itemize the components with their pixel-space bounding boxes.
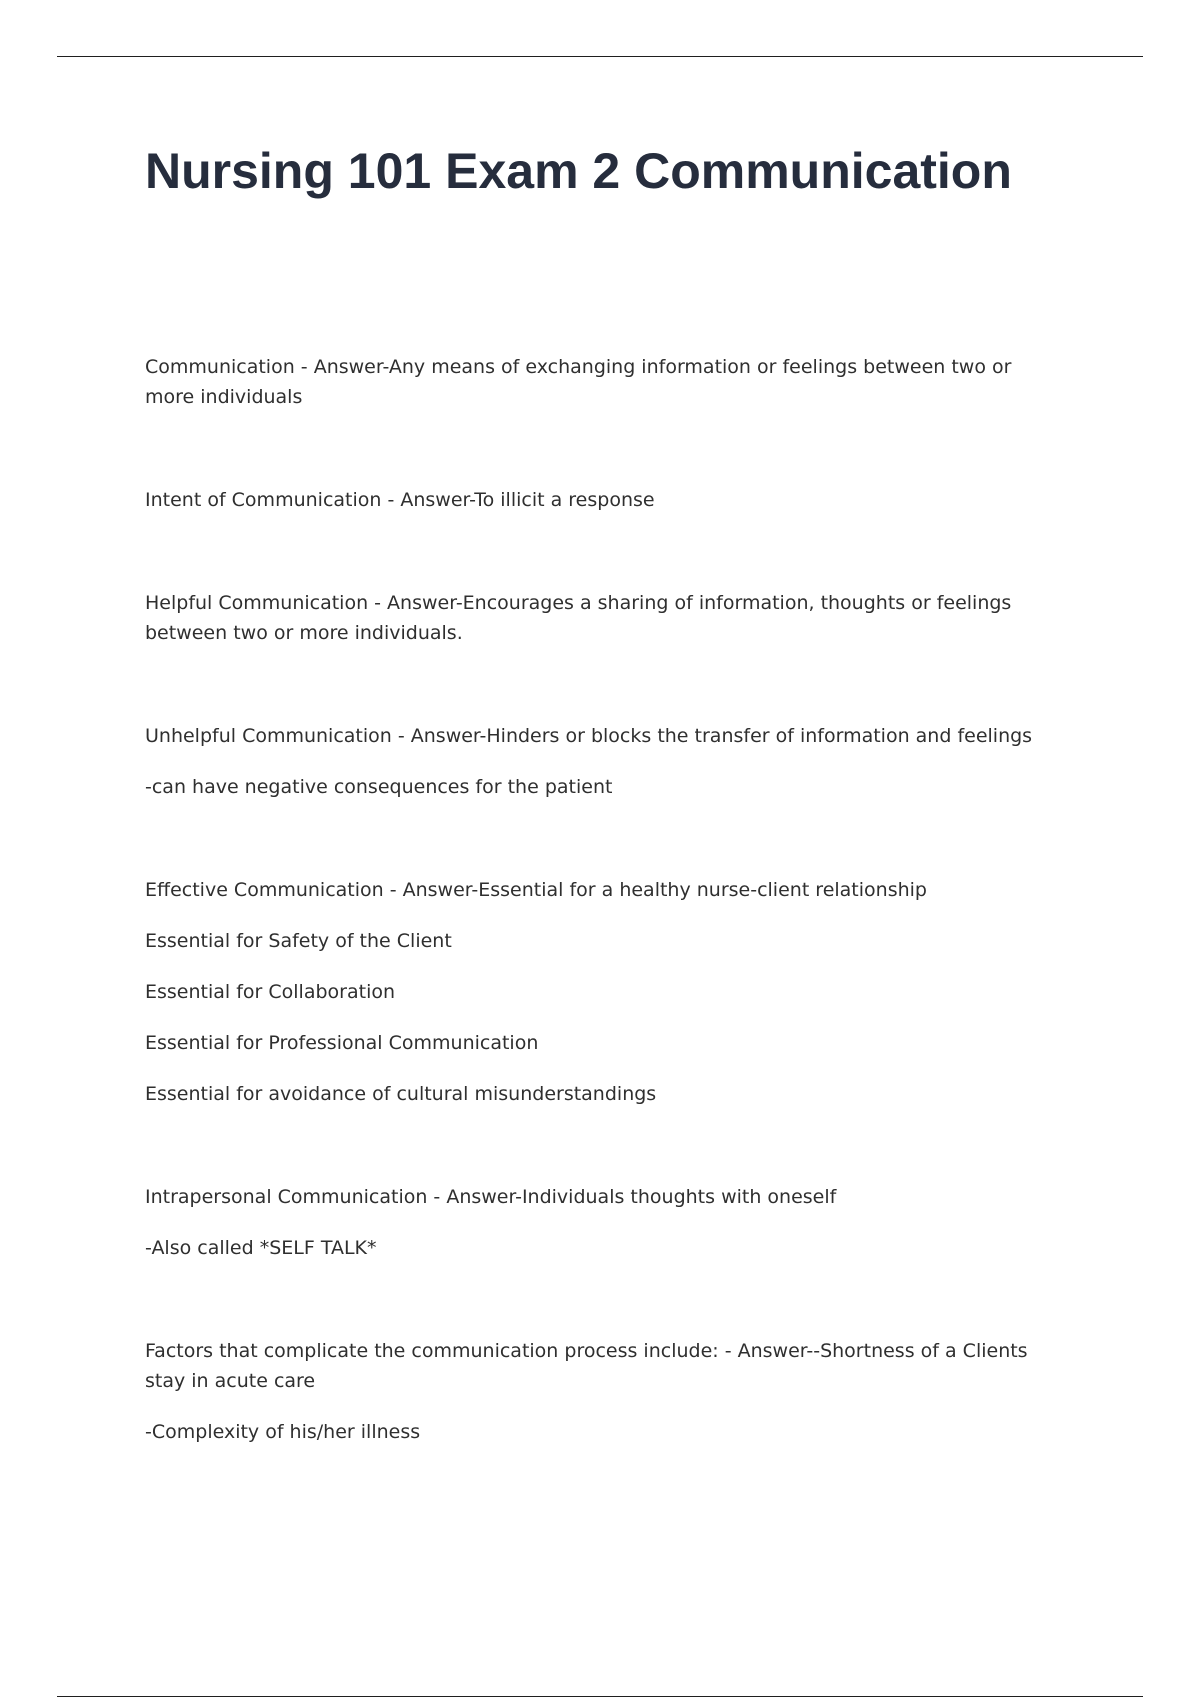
- entry-line: Unhelpful Communication - Answer-Hinders or blocks the transfer of information and feelings: [145, 725, 1033, 747]
- entry-line: Factors that complicate the communication process include: - Answer--Shortness of a Clients stay in acute care: [145, 1340, 1028, 1392]
- entry-intrapersonal-communication: [145, 1182, 1060, 1263]
- entry-line: Essential for avoidance of cultural misunderstandings: [145, 1083, 657, 1105]
- entry-line: Intrapersonal Communication - Answer-Individuals thoughts with oneself: [145, 1186, 837, 1208]
- bottom-rule: [57, 1696, 1143, 1697]
- entry-line: -Also called *SELF TALK*: [145, 1237, 377, 1259]
- entry-effective-communication: [145, 875, 1060, 1109]
- entry-line: Essential for Safety of the Client: [145, 930, 452, 952]
- entry-intent-of-communication: [145, 485, 1060, 515]
- entry-line: Essential for Professional Communication: [145, 1032, 539, 1054]
- page-title: Nursing 101 Exam 2 Communication: [145, 143, 1012, 199]
- entry-communication: [145, 352, 1060, 412]
- entry-complicating-factors: [145, 1336, 1060, 1447]
- entry-line: Effective Communication - Answer-Essential for a healthy nurse-client relationship: [145, 879, 927, 901]
- entry-helpful-communication: [145, 588, 1060, 648]
- entry-unhelpful-communication: [145, 721, 1060, 802]
- entry-line: Helpful Communication - Answer-Encourages a sharing of information, thoughts or feelings between two or more individuals.: [145, 592, 1012, 644]
- document-body: [145, 352, 1060, 1447]
- entry-line: Intent of Communication - Answer-To illicit a response: [145, 489, 655, 511]
- top-rule: [57, 56, 1143, 57]
- entry-line: Communication - Answer-Any means of exchanging information or feelings between two or more individuals: [145, 356, 1012, 408]
- entry-line: Essential for Collaboration: [145, 981, 396, 1003]
- entry-line: -Complexity of his/her illness: [145, 1421, 421, 1443]
- entry-line: -can have negative consequences for the patient: [145, 776, 613, 798]
